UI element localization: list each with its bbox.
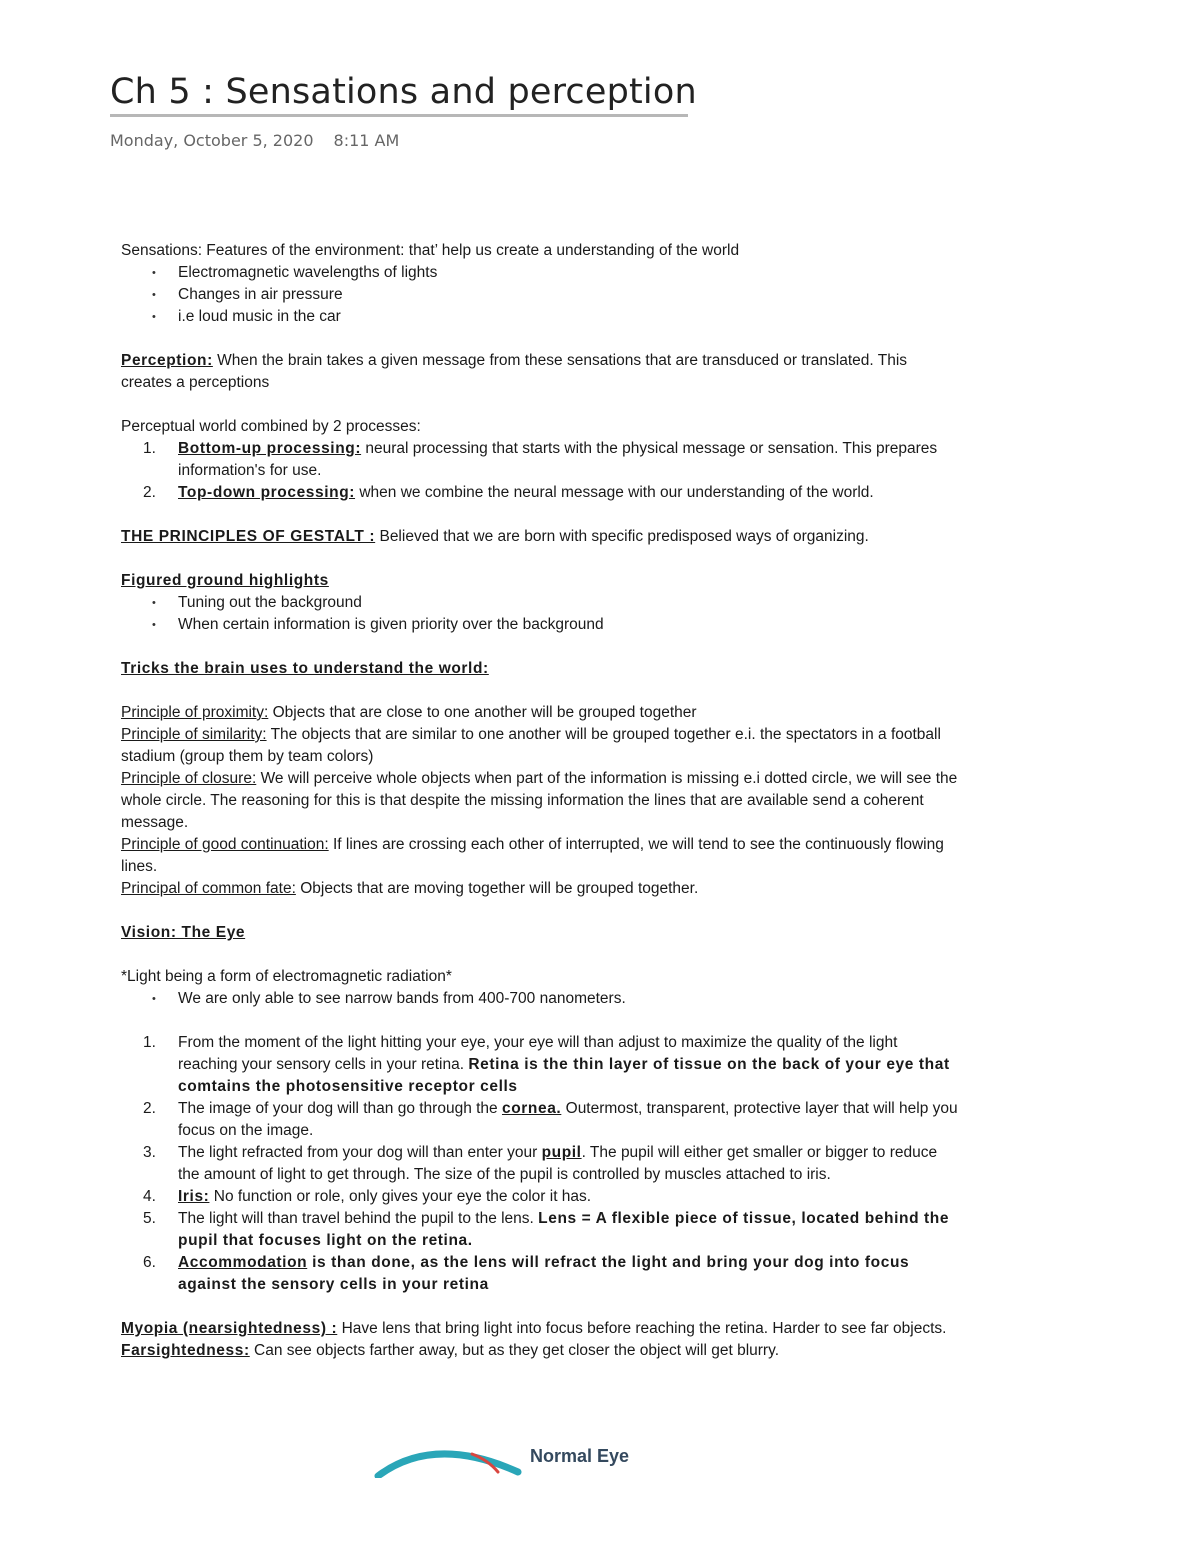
retina-definition: Retina is the thin layer of tissue on the back of your eye that comtains the photosensitive receptor cells: [178, 1056, 950, 1095]
farsightedness-definition: Farsightedness: Can see objects farther away, but as they get closer the object will get blurry.: [121, 1342, 780, 1359]
principle-closure: Principle of closure: We will perceive whole objects when part of the information is missing e.i dotted circle, we will see the whole circle. The reasoning for this is that despite the missing information the lines that are available send a coherent message.: [121, 770, 958, 831]
list-item: • Electromagnetic wavelengths of lights: [178, 262, 961, 284]
eye-steps-list: [121, 1032, 961, 1296]
gestalt-definition: THE PRINCIPLES OF GESTALT : Believed that we are born with specific predisposed ways of organizing.: [121, 528, 869, 545]
processes-list: [121, 438, 961, 504]
vision-heading: Vision: The Eye: [121, 924, 246, 941]
accommodation-term: Accommodation: [178, 1254, 308, 1271]
figure-caption: Normal Eye: [530, 1446, 630, 1466]
list-item: 5. The light will than travel behind the pupil to the lens. Lens = A flexible piece of tissue, located behind the pupil that focuses light on the retina.: [143, 1210, 950, 1249]
principle-common-fate: Principal of common fate: Objects that are moving together will be grouped together.: [121, 880, 699, 897]
list-item: 2. Top-down processing: when we combine the neural message with our understanding of the world.: [143, 484, 874, 501]
list-item: • Changes in air pressure: [178, 284, 961, 306]
sensations-list: [121, 262, 961, 328]
list-item: 1. Bottom-up processing: neural processing that starts with the physical message or sensation. This prepares information's for use.: [143, 440, 938, 479]
eye-arc-icon: [372, 1438, 532, 1478]
figure-ground-heading: Figured ground highlights: [121, 572, 329, 589]
principle-good-continuation: Principle of good continuation: If lines are crossing each other of interrupted, we will tend to see the continuously flowing lines.: [121, 836, 944, 875]
sensations-intro: Sensations: Features of the environment: that’ help us create a understanding of the world: [121, 242, 740, 259]
title-divider: [110, 114, 688, 117]
note-time: 8:11 AM: [333, 131, 400, 150]
tricks-heading: Tricks the brain uses to understand the world:: [121, 660, 489, 677]
principle-proximity: Principle of proximity: Objects that are close to one another will be grouped together: [121, 704, 697, 721]
light-list: [121, 988, 961, 1010]
lens-definition: Lens = A flexible piece of tissue, located behind the pupil that focuses light on the retina.: [178, 1210, 950, 1249]
pupil-term: pupil: [541, 1144, 582, 1161]
perception-definition: Perception: When the brain takes a given message from these sensations that are transduced or translated. This creates a perceptions: [121, 352, 908, 391]
processes-intro: Perceptual world combined by 2 processes:: [121, 418, 421, 435]
note-timestamp: [110, 131, 399, 150]
note-date: Monday, October 5, 2020: [110, 131, 314, 150]
light-note: *Light being a form of electromagnetic radiation*: [121, 968, 452, 985]
list-item: 3. The light refracted from your dog will than enter your pupil. The pupil will either get smaller or bigger to reduce the amount of light to get through. The size of the pupil is controlled by muscles attached to iris.: [143, 1144, 938, 1183]
normal-eye-figure: [372, 1438, 662, 1478]
top-down-term: Top-down processing:: [178, 484, 356, 501]
figure-ground-list: [121, 592, 961, 636]
list-item: 1. From the moment of the light hitting your eye, your eye will than adjust to maximize the quality of the light reaching your sensory cells in your retina. Retina is the thin layer of tissue on the back of your eye that comtains the photosensitive receptor cells: [143, 1034, 950, 1095]
cornea-term: cornea.: [501, 1100, 562, 1117]
page-title: Ch 5 : Sensations and perception: [110, 72, 697, 112]
list-item: • i.e loud music in the car: [178, 306, 961, 328]
principle-similarity: Principle of similarity: The objects that are similar to one another will be grouped together e.i. the spectators in a football stadium (group them by team colors): [121, 726, 941, 765]
gestalt-term: THE PRINCIPLES OF GESTALT :: [121, 528, 376, 545]
list-item: • When certain information is given priority over the background: [178, 614, 961, 636]
list-item: 2. The image of your dog will than go through the cornea. Outermost, transparent, protective layer that will help you focus on the image.: [143, 1100, 958, 1139]
bottom-up-term: Bottom-up processing:: [178, 440, 362, 457]
list-item: • Tuning out the background: [178, 592, 961, 614]
list-item: • We are only able to see narrow bands from 400-700 nanometers.: [178, 988, 961, 1010]
iris-term: Iris:: [178, 1188, 210, 1205]
myopia-definition: Myopia (nearsightedness) : Have lens that bring light into focus before reaching the retina. Harder to see far objects.: [121, 1320, 947, 1337]
perception-term: Perception:: [121, 352, 213, 369]
list-item: 4. Iris: No function or role, only gives your eye the color it has.: [143, 1188, 592, 1205]
note-body: [121, 240, 961, 1362]
list-item: 6. Accommodation is than done, as the lens will refract the light and bring your dog into focus against the sensory cells in your retina: [143, 1254, 910, 1293]
